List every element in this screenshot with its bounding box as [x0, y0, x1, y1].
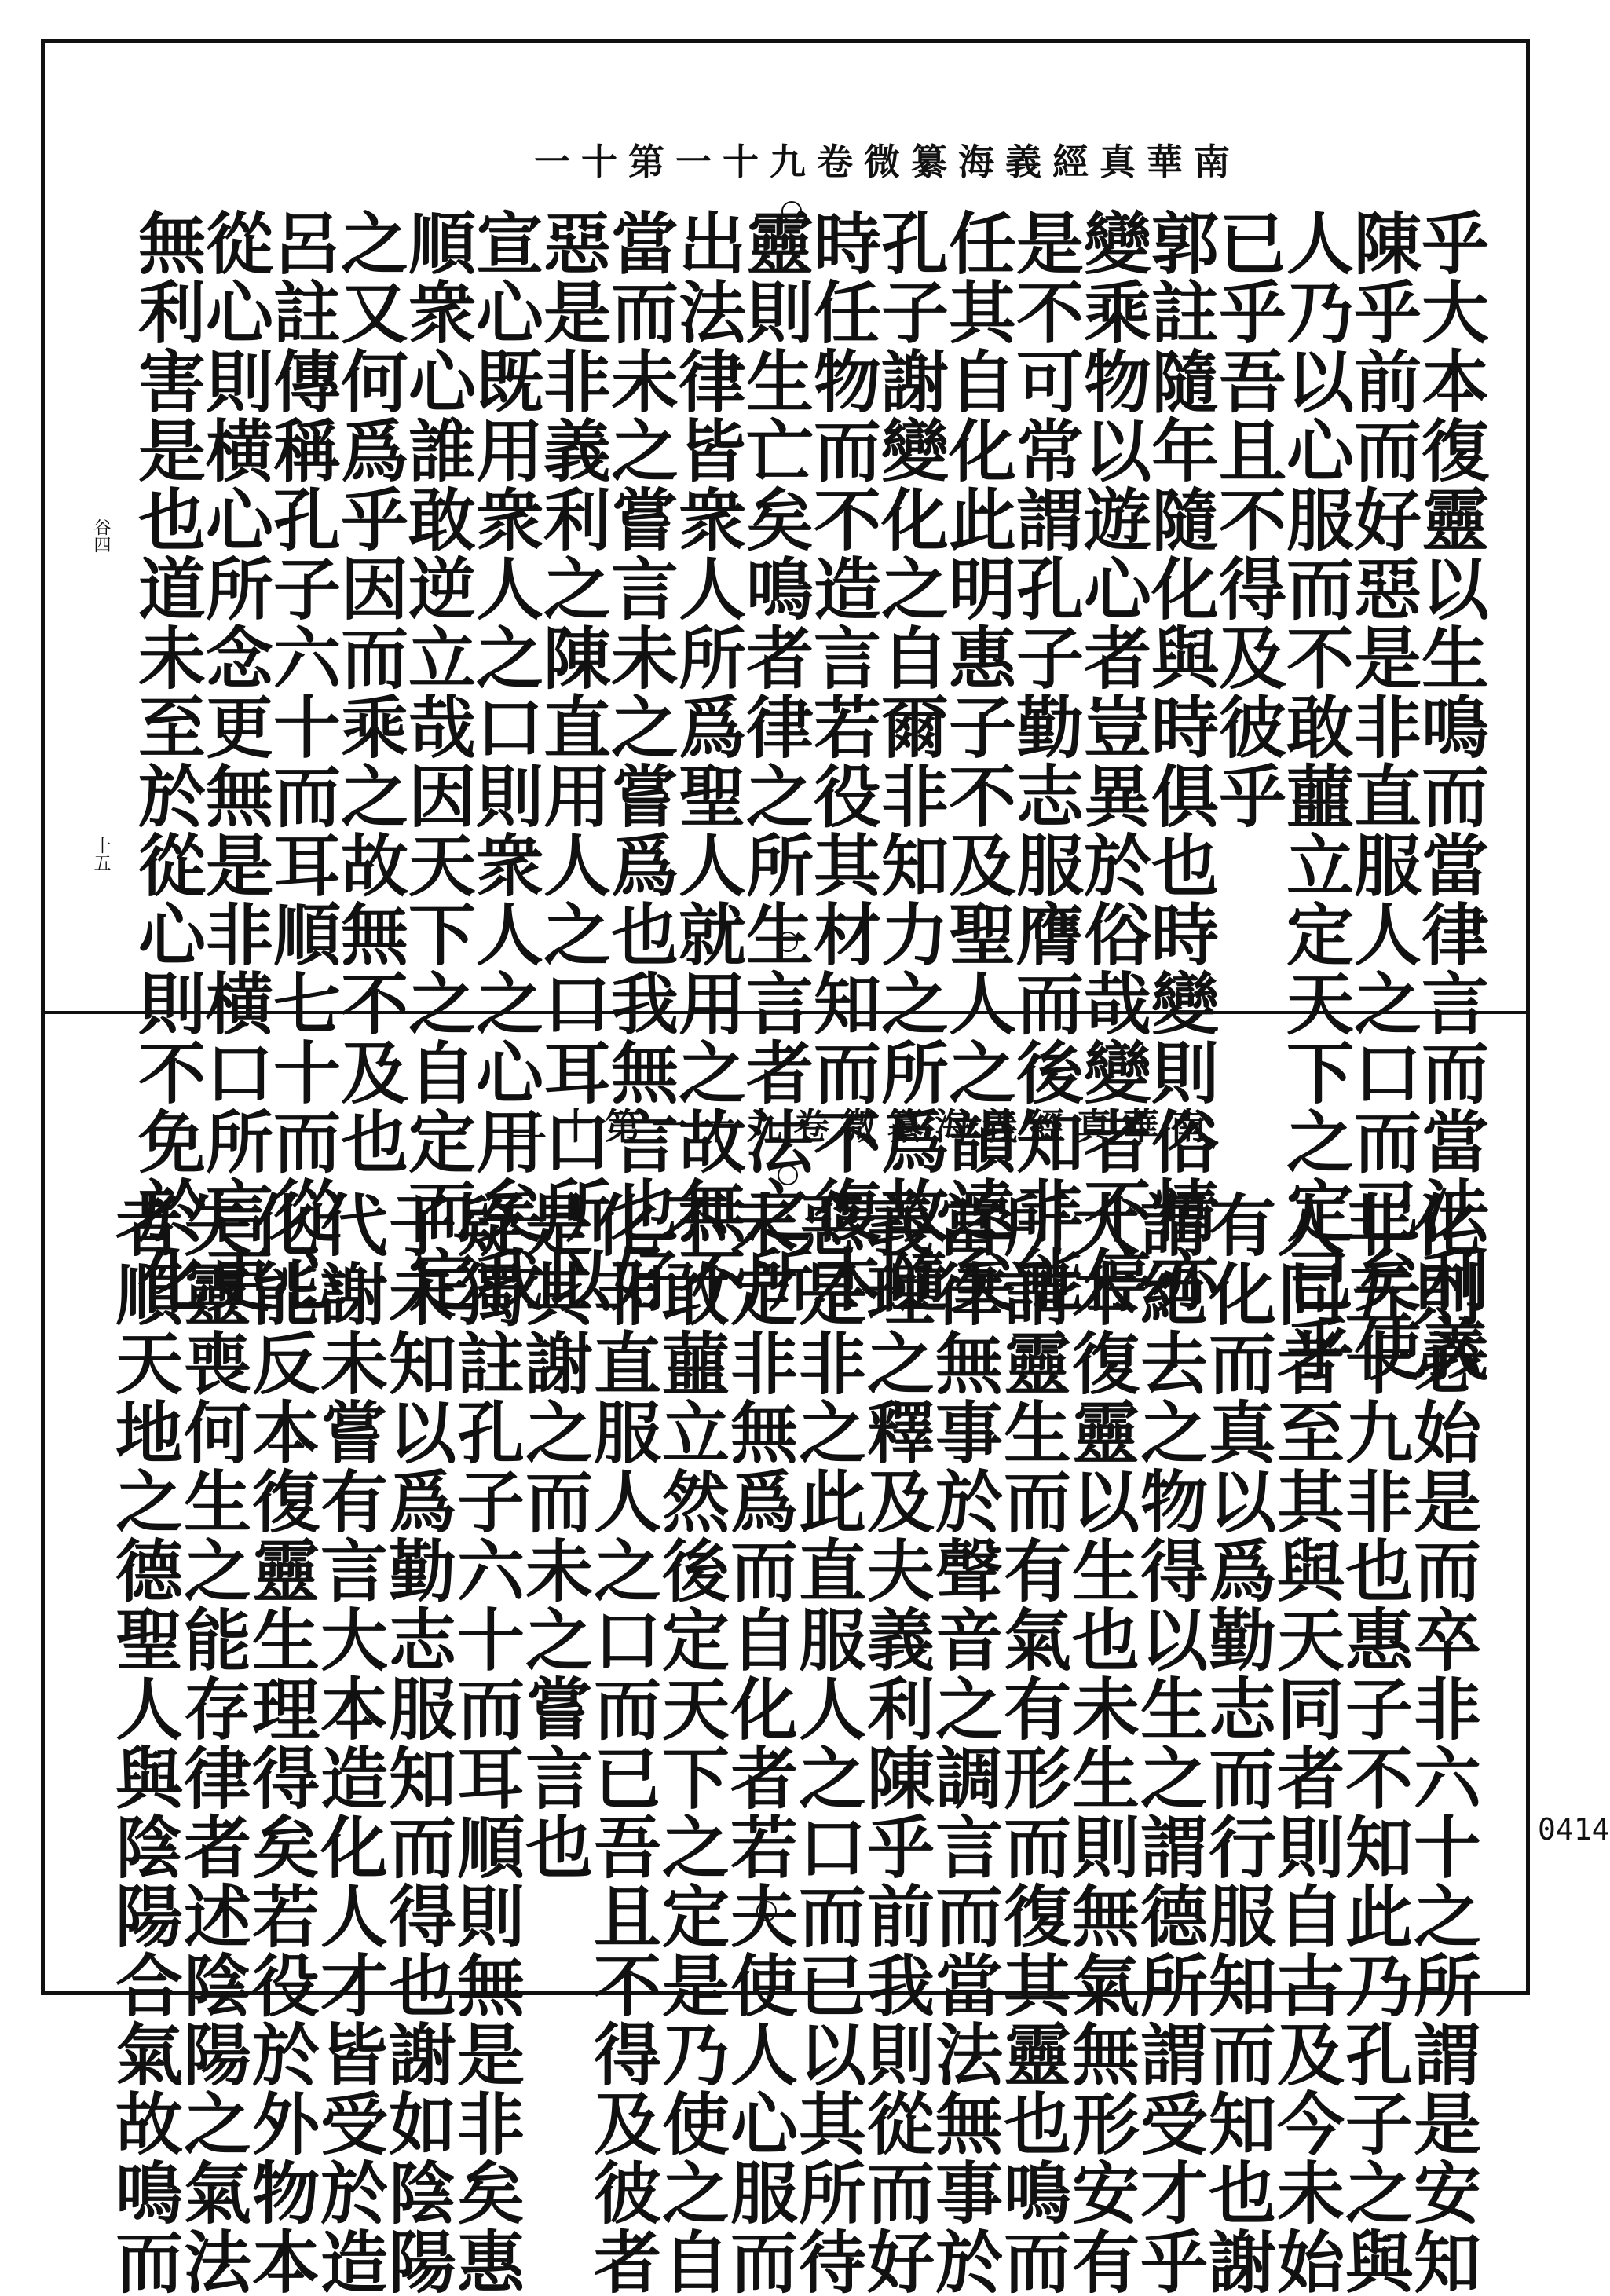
circle-mark [756, 1901, 777, 1921]
top-header [471, 134, 1272, 185]
text-column: 失靈喪何生之能存律者述陰陽之氣法 [172, 1190, 251, 2296]
text-column: 非五十九非也惠子不知此乃孔子之與 [1334, 1190, 1413, 2296]
text-column: 孔子謝變化之自爾非知力之所爲故隨 [869, 208, 949, 1314]
text-column: 從心則横心所念更無是非横口所言更 [194, 208, 273, 1314]
text-column: 化能反本復靈生理得矣若役於外物本 [240, 1190, 320, 2296]
text-column: 惡是非義利之陳直用人之口耳口所以 [532, 208, 611, 1314]
text-column: 當而未之嘗言未之嘗爲也我無言也好 [599, 208, 679, 1314]
margin-note-right: 十五 [91, 837, 111, 871]
text-column: 惡是非之此直服人之口而已以其所待 [787, 1190, 866, 2296]
header-title: 微纂海義經真華南 [840, 1105, 1217, 1148]
text-column: 當律無事於聲音之調言而當法無事於 [924, 1190, 1003, 2296]
text-column: 謂絶去之物得以生之謂德所謂受才乎 [1129, 1190, 1208, 2296]
header-page: 二十第一十九卷 [510, 1105, 840, 1148]
bottom-header [448, 1098, 1249, 1150]
margin-note-left: 谷四 [91, 518, 111, 553]
circle-mark [778, 1165, 798, 1185]
text-column: 不敢蘁立然後定天下之定是乃使之自 [650, 1190, 730, 2296]
text-column: 是其謝之而未之嘗言也 [514, 1190, 593, 1881]
text-column: 化非直服人之口而已吾且不得及彼者 [582, 1190, 661, 2296]
text-column: 代謝未嘗有言大本造化人才皆受於造 [309, 1190, 388, 2296]
text-column: 疑獨註孔子六十而耳順則無是非矣惠 [445, 1190, 525, 2296]
text-column: 人同者至其與天同者則自古及今未始 [1265, 1190, 1345, 2296]
text-column: 呂註傳稱孔子六十而耳順七十而從心 [262, 208, 341, 1314]
text-column: 已乎吾且不得及彼乎 [1207, 208, 1286, 830]
text-column: 有化而真以爲勤志而行服知而知也謝 [1197, 1190, 1276, 2296]
text-column: 大本復靈以生也未生則無氣無形安有 [1060, 1190, 1140, 2296]
text-column: 子未知以爲勤志服知而得也謝如陰陽 [377, 1190, 456, 2296]
text-column: 化則必始是而卒非六十之所謂是安知 [1402, 1190, 1481, 2296]
text-column: 變乘物以遊心者豈異於俗哉變者不停 [1072, 208, 1151, 1314]
circle-mark [778, 932, 798, 952]
text-column: 所謂靈生而有氣有形而復其靈也鳴而 [992, 1190, 1071, 2296]
text-column: 陳乎前而好惡是非直服人之口而已矣使 [1342, 208, 1422, 1383]
text-column: 乎大本復靈以生鳴而當律言而當法利義 [1410, 208, 1489, 1383]
text-column: 順衆心誰敢逆立哉因天下之自定而定 [397, 208, 476, 1314]
text-column: 郭註隨年隨化與時俱也時變則俗情亦 [1140, 208, 1219, 1314]
text-column: 時任物而不造言若役其材知而不復本 [802, 208, 881, 1314]
text-column: 任其自化此明惠子不及聖人之韻遠矣 [937, 208, 1016, 1314]
text-column: 未定非無爲而自化者若夫使人心服而 [719, 1190, 798, 2296]
text-column: 是不可常謂孔子勤志服膺而後知非能 [1004, 208, 1084, 1314]
text-column: 者順天地之德聖人與陰陽合氣故鳴而 [104, 1190, 183, 2296]
text-column: 無利害是也道未至於從心則不免於化 [126, 208, 206, 1314]
page-number: 0414 [1538, 1812, 1610, 1847]
text-column: 之又何爲乎因而乘之故無不及也 [329, 208, 408, 1176]
text-column: 靈則生亡矣鳴者律之所生言者法之所 [734, 208, 814, 1314]
text-column: 出法律皆衆人所爲聖人就用之故無不 [667, 208, 746, 1314]
text-column: 人乃以心服而不敢蘁立定天下之定已乎 [1275, 208, 1354, 1383]
text-column: 宣心既用衆人之口則衆人之心用矣我 [464, 208, 543, 1314]
header-title: 微纂海義經真華南 [864, 141, 1241, 183]
circle-mark [781, 201, 802, 222]
text-column: 義理之釋及夫義利陳乎前我則從而好 [855, 1190, 935, 2296]
header-page: 一十第一十九卷 [534, 141, 864, 183]
